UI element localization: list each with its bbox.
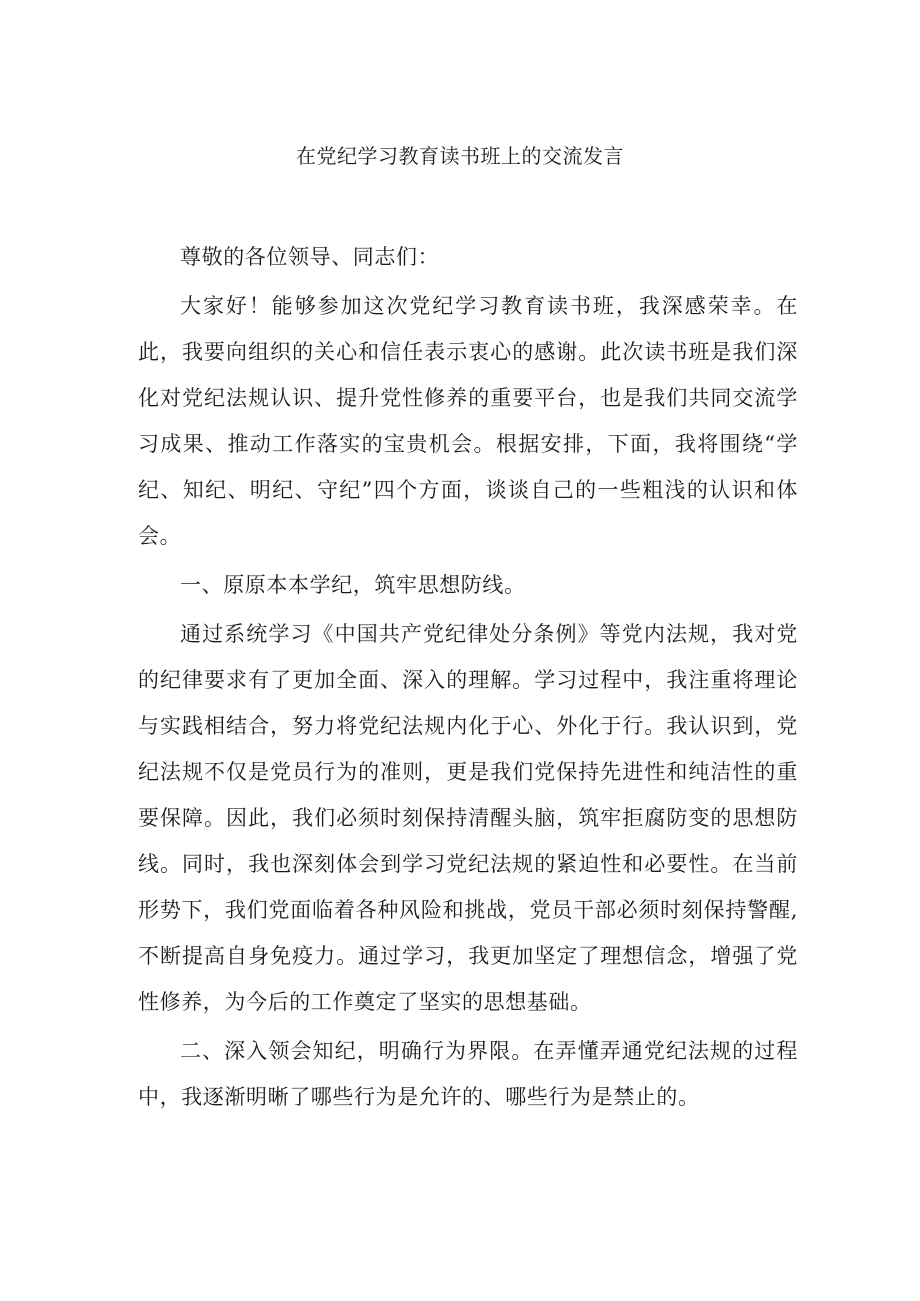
document-title: 在党纪学习教育读书班上的交流发言 xyxy=(296,144,624,168)
greeting-line: 尊敬的各位领导、同志们： xyxy=(180,245,440,269)
section-heading-1: 一、原原本本学纪，筑牢思想防线。 xyxy=(180,573,526,597)
document-body xyxy=(138,234,798,1120)
section-heading-2: 二、深入领会知纪，明确行为界限。在弄懂弄通党纪法规的过程中，我逐渐明晰了哪些行为是允许的、哪些行为是禁止的。 xyxy=(138,1039,798,1109)
paragraph-intro: 大家好！能够参加这次党纪学习教育读书班，我深感荣幸。在此，我要向组织的关心和信任表示衷心的感谢。此次读书班是我们深化对党纪法规认识、提升党性修养的重要平台，也是我们共同交流学习成果、推动工作落实的宝贵机会。根据安排，下面，我将围绕“学纪、知纪、明纪、守纪”四个方面，谈谈自己的一些粗浅的认识和体会。 xyxy=(138,294,798,548)
paragraph-section-1: 通过系统学习《中国共产党纪律处分条例》等党内法规，我对党的纪律要求有了更加全面、深入的理解。学习过程中，我注重将理论与实践相结合，努力将党纪法规内化于心、外化于行。我认识到，党纪法规不仅是党员行为的准则，更是我们党保持先进性和纯洁性的重要保障。因此，我们必须时刻保持清醒头脑，筑牢拒腐防变的思想防线。同时，我也深刻体会到学习党纪法规的紧迫性和必要性。在当前形势下，我们党面临着各种风险和挑战，党员干部必须时刻保持警醒,不断提高自身免疫力。通过学习，我更加坚定了理想信念，增强了党性修养，为今后的工作奠定了坚实的思想基础。 xyxy=(138,622,798,1014)
